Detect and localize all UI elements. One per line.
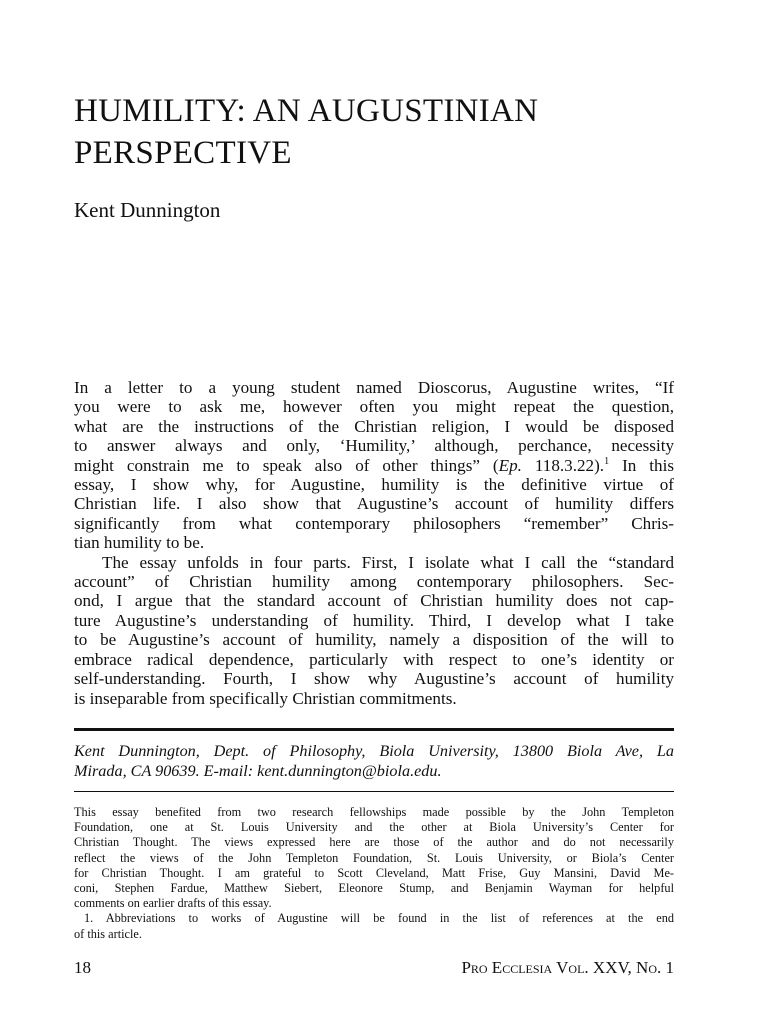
- body-line: The essay unfolds in four parts. First, I isolate what I call the “standard: [102, 552, 674, 572]
- body-line: you were to ask me, however often you might repeat the question,: [74, 397, 674, 417]
- body-line: ond, I argue that the standard account of Christian humility does not cap-: [74, 591, 674, 611]
- body-line: In a letter to a young student named Dioscorus, Augustine writes, “If: [74, 378, 674, 397]
- body-line: significantly from what contemporary philosophers “remember” Chris-: [74, 513, 674, 533]
- footnote-ref[interactable]: 1: [604, 455, 610, 467]
- note-line: This essay benefited from two research fellowships made possible by the John Templeton: [74, 805, 674, 819]
- title-line: PERSPECTIVE: [74, 135, 292, 171]
- body-text-run: might constrain me to speak also of other things” (: [74, 455, 499, 475]
- citation-abbrev: Ep.: [498, 455, 522, 475]
- body-line: self-understanding. Fourth, I show why Augustine’s account of humility: [74, 669, 674, 689]
- body-text-run: In this: [609, 455, 675, 475]
- body-line: embrace radical dependence, particularly with respect to one’s identity or: [74, 649, 674, 669]
- note-line: Christian Thought. The views expressed here are those of the author and do not necessarily: [74, 835, 674, 850]
- footnote-divider: [74, 791, 674, 792]
- body-text-run: 118.3.22).: [521, 455, 605, 475]
- journal-citation: Pro Ecclesia Vol. XXV, No. 1: [461, 958, 674, 977]
- note-line: for Christian Thought. I am grateful to Scott Cleveland, Matt Frise, Guy Mansini, David Me-: [74, 865, 674, 880]
- note-line: 1. Abbreviations to works of Augustine will be found in the list of references at the end: [84, 911, 674, 926]
- page-footer: [74, 956, 674, 980]
- paragraph-1: [74, 378, 674, 553]
- note-line: of this article.: [74, 926, 142, 941]
- affiliation-line: Mirada, CA 90639. E-mail: kent.dunnington@biola.edu.: [74, 762, 442, 780]
- article-title: [74, 90, 694, 174]
- body-line: [74, 456, 674, 475]
- body-line: ture Augustine’s understanding of humility. Third, I develop what I take: [74, 610, 674, 630]
- body-line: what are the instructions of the Christian religion, I would be disposed: [74, 416, 674, 436]
- note-line: comments on earlier drafts of this essay.: [74, 896, 272, 911]
- body-line: Christian life. I also show that Augustine’s account of humility differs: [74, 494, 674, 514]
- note-line: coni, Stephen Fardue, Matthew Siebert, Eleonore Stump, and Benjamin Wayman for helpful: [74, 881, 674, 896]
- footnotes: [74, 805, 674, 942]
- affiliation-line: Kent Dunnington, Dept. of Philosophy, Biola University, 13800 Biola Ave, La: [74, 742, 674, 760]
- body-line: is inseparable from specifically Christian commitments.: [74, 688, 457, 708]
- body-line: to be Augustine’s account of humility, namely a disposition of the will to: [74, 630, 674, 650]
- paragraph-2: [74, 553, 674, 708]
- section-divider: [74, 728, 674, 731]
- page-number: 18: [74, 958, 91, 977]
- body-line: account” of Christian humility among contemporary philosophers. Sec-: [74, 572, 674, 592]
- title-line: HUMILITY: AN AUGUSTINIAN: [74, 93, 539, 129]
- body-line: tian humility to be.: [74, 533, 205, 553]
- body-line: to answer always and only, ‘Humility,’ although, perchance, necessity: [74, 436, 674, 456]
- note-line: Foundation, one at St. Louis University and the other at Biola University’s Center for: [74, 820, 674, 835]
- body-line: essay, I show why, for Augustine, humility is the definitive virtue of: [74, 475, 674, 495]
- acknowledgment-note: [74, 805, 674, 911]
- footnote-1: [74, 911, 674, 941]
- author-affiliation: [74, 741, 674, 781]
- note-line: reflect the views of the John Templeton Foundation, St. Louis University, or Biola’s Center: [74, 850, 674, 865]
- article-body: [74, 378, 674, 708]
- author-name: Kent Dunnington: [74, 198, 221, 222]
